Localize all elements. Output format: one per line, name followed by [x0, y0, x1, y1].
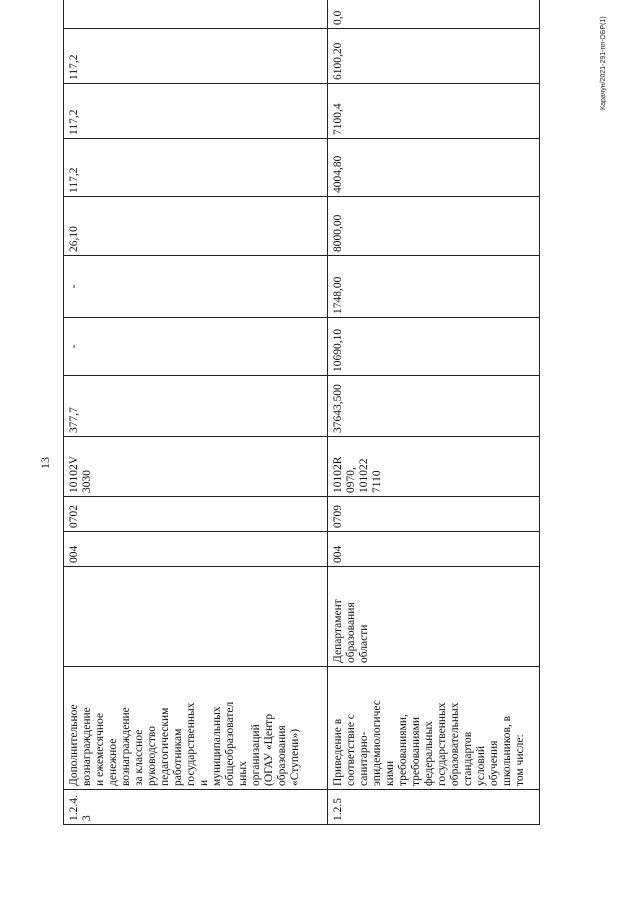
cell-v4: 8000,00 [328, 197, 540, 256]
cell-department: Департамент образования области [328, 567, 540, 667]
cell-num: 1.2.4. 3 [64, 790, 328, 825]
cell-section: 0709 [328, 497, 540, 532]
cell-v1: 377,7 [64, 376, 328, 437]
cell-v8 [64, 0, 328, 29]
cell-v8: 0,0 [328, 0, 540, 29]
cell-csr: 10102V 3030 [64, 437, 328, 497]
cell-v4: 26,10 [64, 197, 328, 256]
document-reference: Карачун/2021-291-пп-ОБР(1) [600, 16, 607, 110]
cell-v7: 117,2 [64, 29, 328, 84]
table-row [328, 0, 540, 825]
cell-v1: 37643,500 [328, 376, 540, 437]
cell-department [64, 567, 328, 667]
cell-code: 004 [328, 532, 540, 567]
cell-v2: - [64, 318, 328, 376]
cell-v6: 7100,4 [328, 84, 540, 139]
cell-num: 1.2.5 [328, 790, 540, 825]
cell-csr: 10102R 0970, 101022 7110 [328, 437, 540, 497]
cell-v3: 1748,00 [328, 256, 540, 318]
cell-v2: 10690,10 [328, 318, 540, 376]
cell-name: Дополнительное вознаграждение и ежемесячное денежное вознаграждение за классное руководство педагогическим работникам государственных и муниципальных общеобразовател ьных организаций (ОГАУ «Центр образования «Ступени») [64, 667, 328, 790]
page-number: 13 [38, 457, 52, 469]
cell-v6: 117,2 [64, 84, 328, 139]
budget-table [63, 0, 540, 825]
table-row [64, 0, 328, 825]
cell-v3: - [64, 256, 328, 318]
cell-section: 0702 [64, 497, 328, 532]
cell-v5: 4004,80 [328, 139, 540, 197]
cell-name: Приведение в соответствие с санитарно- эпидемиологичес кими требованиями, требованиями федеральных государственных образовательных стандартов условий обучения школьников, в том числе: [328, 667, 540, 790]
cell-v7: 6100,20 [328, 29, 540, 84]
cell-code: 004 [64, 532, 328, 567]
cell-v5: 117,2 [64, 139, 328, 197]
